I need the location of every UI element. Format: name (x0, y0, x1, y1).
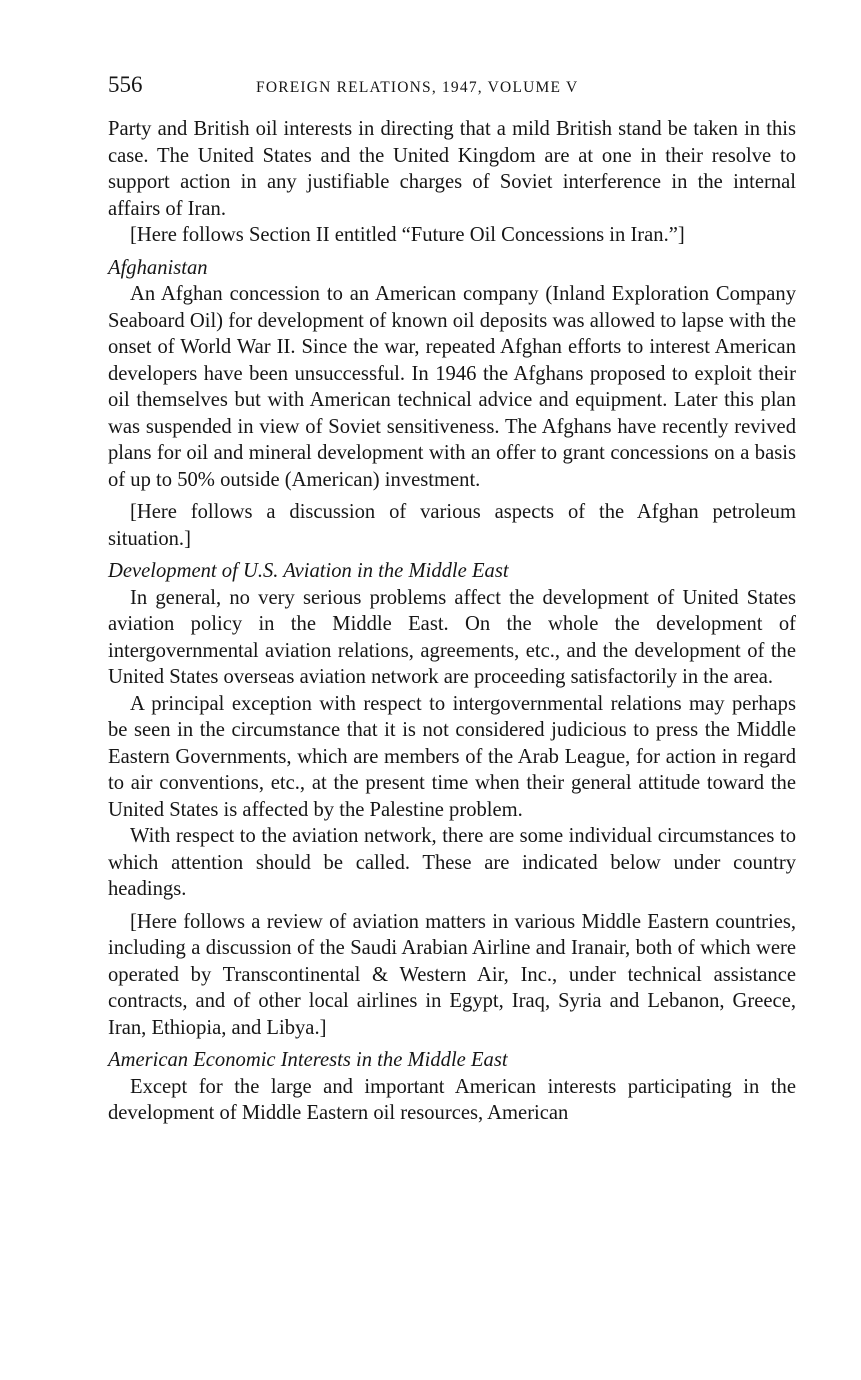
continuation-paragraph: Party and British oil interests in directing that a mild British stand be taken in this case. The United States and the United Kingdom are at one in their resolve to support action in any justifiable charges of Soviet interference in the internal affairs of Iran. (108, 118, 796, 220)
aviation-paragraph-1: In general, no very serious problems affect the development of United States aviation policy in the Middle East. On the whole the development of intergovernmental aviation relations, agreements, etc., and the development of the United States overseas aviation network are proceeding satisfactorily in the area. (108, 586, 796, 688)
running-header-title: FOREIGN RELATIONS, 1947, VOLUME V (256, 79, 579, 96)
economic-interests-paragraph: Except for the large and important American interests participating in the development of Middle Eastern oil resources, American (108, 1075, 796, 1124)
editorial-note-oil-concessions: [Here follows Section II entitled “Future Oil Concessions in Iran.”] (130, 224, 685, 246)
section-heading-afghanistan: Afghanistan (108, 256, 208, 279)
editorial-note-afghan-petroleum: [Here follows a discussion of various aspects of the Afghan petroleum situation.] (108, 501, 796, 550)
aviation-paragraph-2: A principal exception with respect to intergovernmental relations may perhaps be seen in the circumstance that it is not considered judicious to press the Middle Eastern Governments, which are members of the Arab League, for action in regard to air conventions, etc., at the present time when their general attitude toward the United States is affected by the Palestine problem. (108, 692, 796, 821)
section-heading-economic-interests: American Economic Interests in the Middle East (108, 1049, 508, 1071)
aviation-paragraph-3: With respect to the aviation network, there are some individual circumstances to which attention should be called. These are indicated below under country headings. (108, 825, 796, 900)
editorial-note-aviation-review: [Here follows a review of aviation matters in various Middle Eastern countries, including a discussion of the Saudi Arabian Airline and Iranair, both of which were operated by Transcontinental & Western Air, Inc., under technical assistance contracts, and of other local airlines in Egypt, Iraq, Syria and Lebanon, Greece, Iran, Ethiopia, and Libya.] (108, 910, 796, 1039)
document-page (108, 72, 796, 1127)
page-number: 556 (108, 72, 143, 97)
afghanistan-paragraph: An Afghan concession to an American company (Inland Exploration Company Seaboard Oil) for development of known oil deposits was allowed to lapse with the onset of World War II. Since the war, repeated Afghan efforts to interest American developers have been unsuccessful. In 1946 the Afghans proposed to exploit their oil themselves but with American technical advice and equipment. Later this plan was suspended in view of Soviet sensitiveness. The Afghans have recently revived plans for oil and mineral development with an offer to grant concessions on a basis of up to 50% outside (American) investment. (108, 283, 796, 491)
section-heading-aviation: Development of U.S. Aviation in the Middle East (108, 560, 509, 582)
running-header (108, 72, 796, 100)
